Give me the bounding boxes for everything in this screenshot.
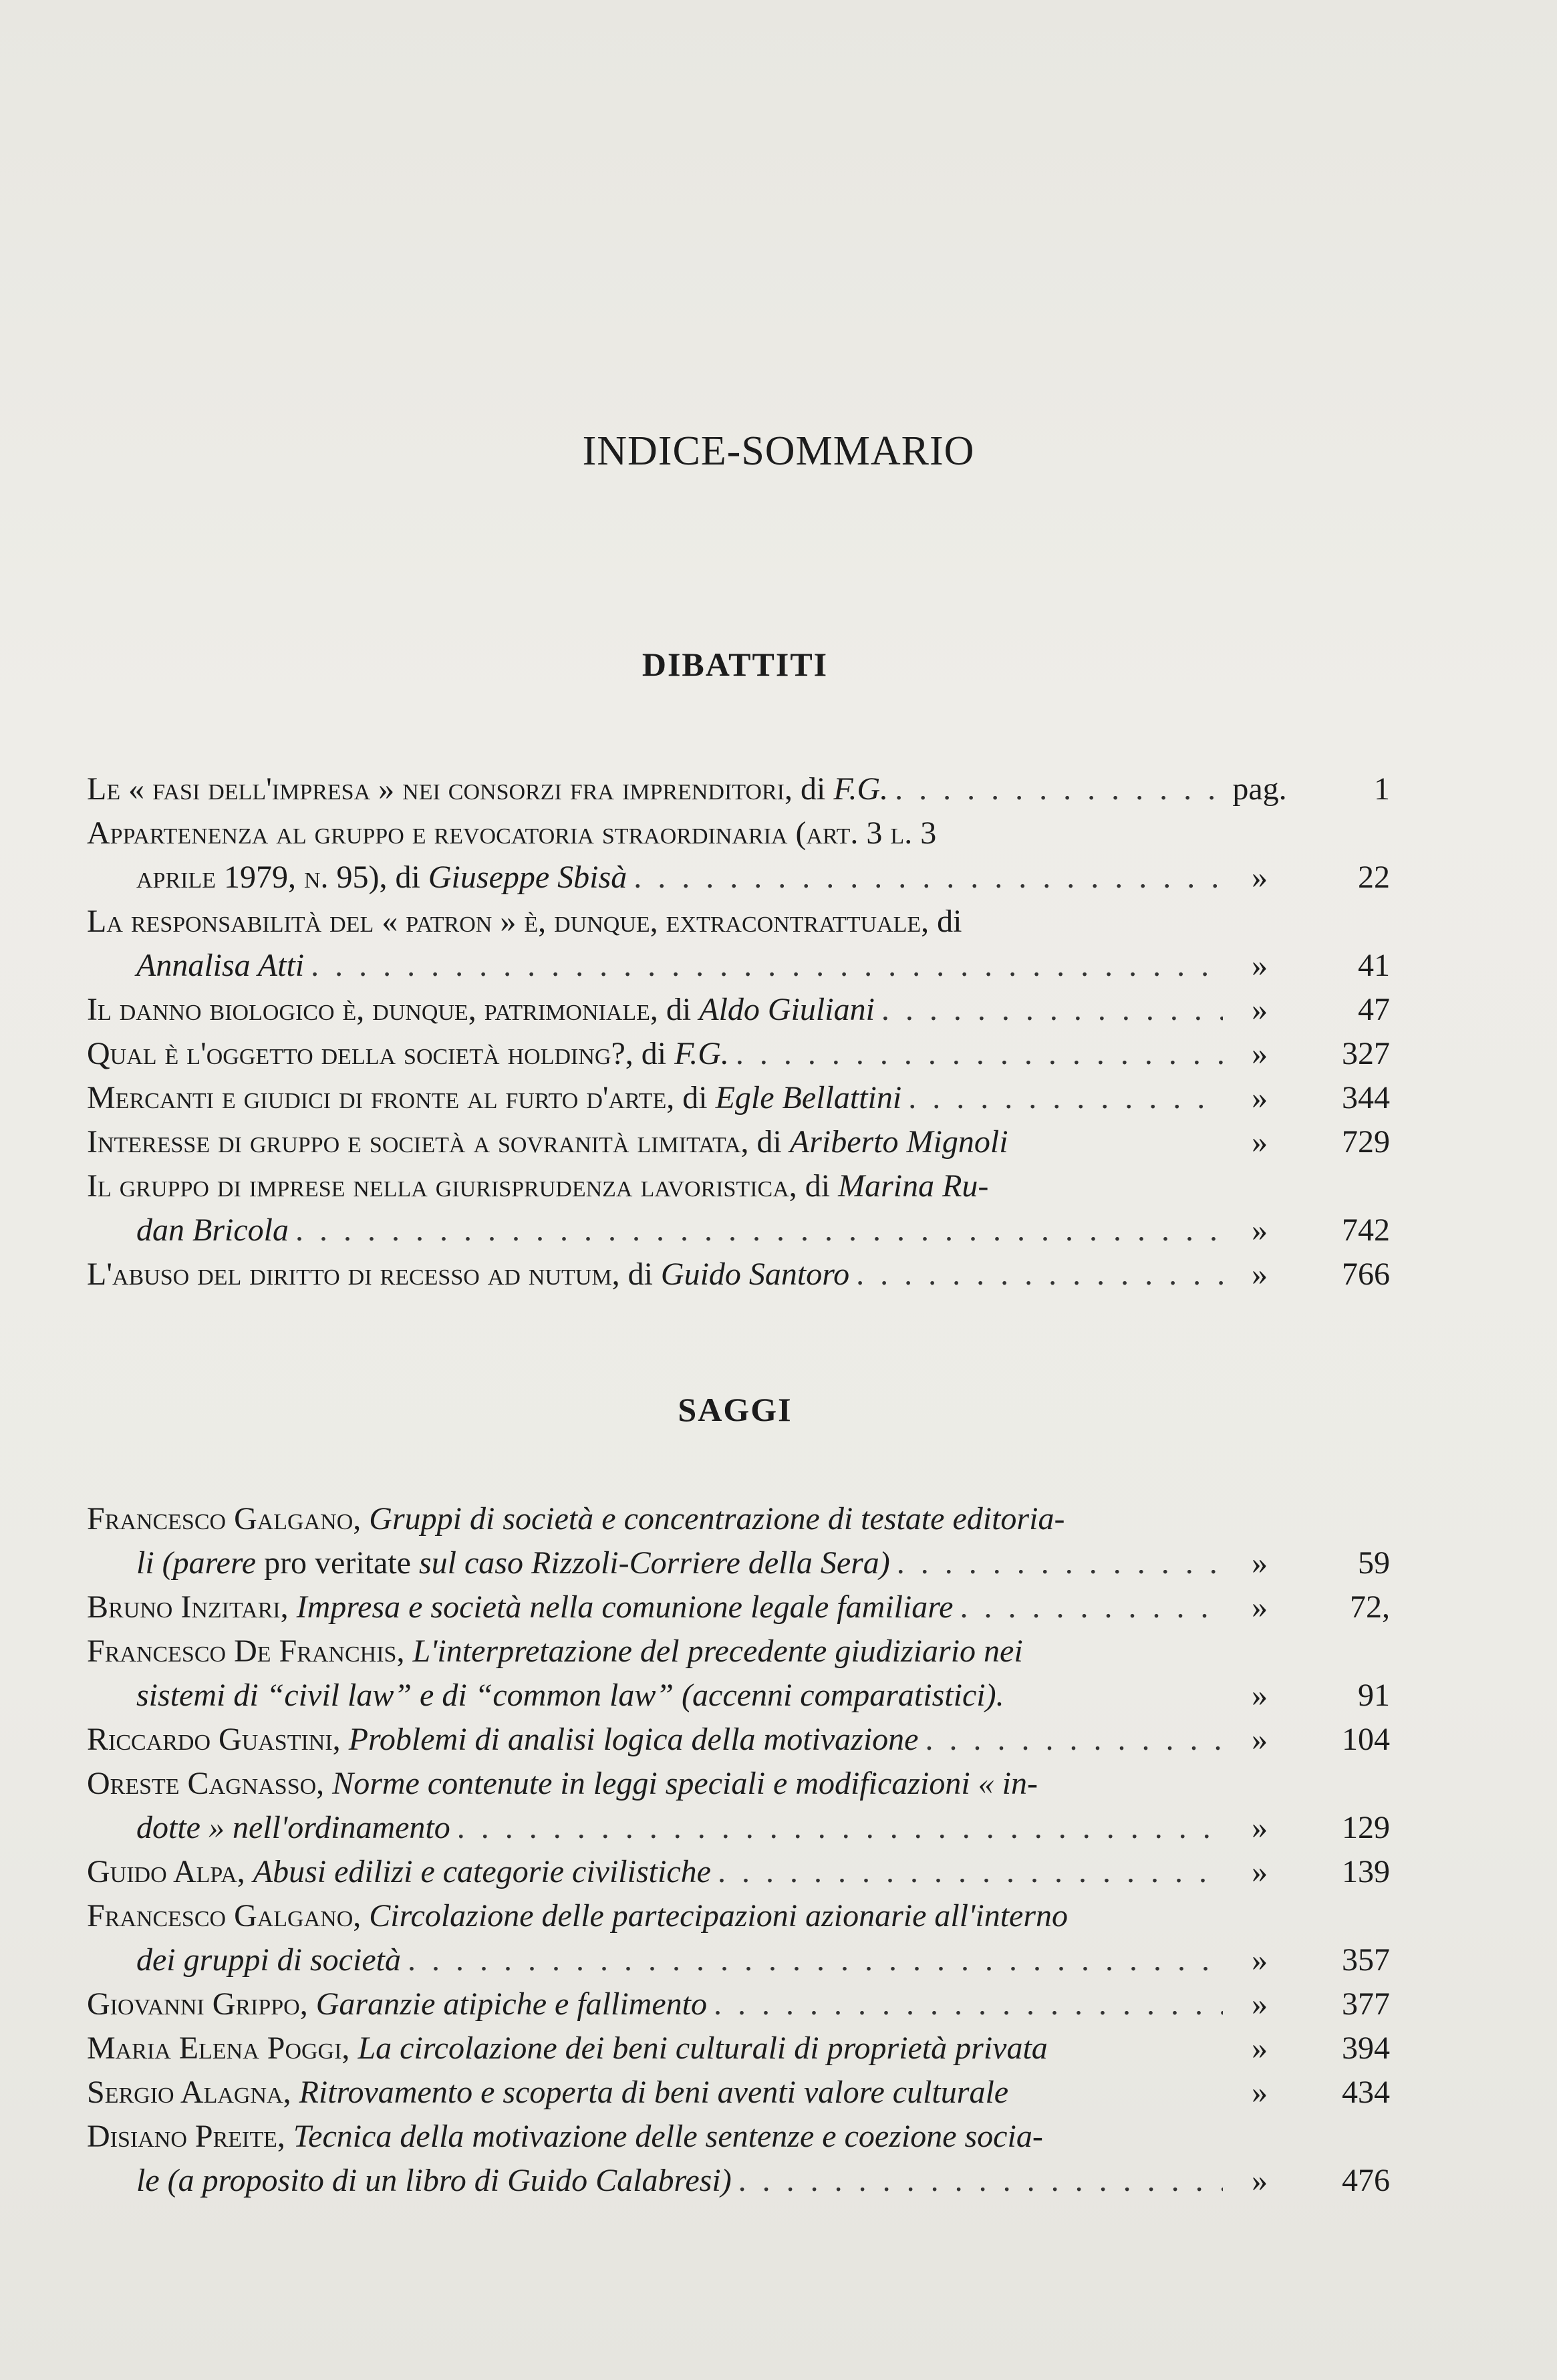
page-marker: » <box>1252 2030 1268 2066</box>
entry-author: Guido Alpa, <box>87 1854 245 1889</box>
page-number: 22 <box>1358 860 1390 895</box>
entry-author: Marina Ru- <box>838 1168 989 1204</box>
page-marker: » <box>1252 860 1268 895</box>
toc-entry <box>87 1076 1390 1120</box>
page-number: 139 <box>1342 1854 1390 1889</box>
entry-author: Annalisa Atti <box>136 948 305 983</box>
entry-title-cont: sistemi di “civil law” e di “common law” (accenni comparatistici). <box>136 1678 1004 1713</box>
entry-title: Garanzie atipiche e fallimento <box>315 1986 707 2022</box>
entry-title-cont: le (a proposito di un libro di Guido Calabresi) <box>136 2163 732 2198</box>
entry-author: Riccardo Guastini, <box>87 1722 341 1757</box>
page-number: 104 <box>1342 1722 1390 1757</box>
entry-by: di <box>666 992 692 1027</box>
saggi-list <box>87 1497 1390 2203</box>
entry-title-cont: aprile 1979, n. 95), <box>136 860 388 895</box>
entry-title: Il danno biologico è, dunque, patrimoniale, <box>87 992 658 1027</box>
entry-title-cont: sul caso Rizzoli-Corriere della Sera) <box>418 1545 890 1581</box>
leader-dots <box>856 1252 1223 1297</box>
page-marker: » <box>1252 1257 1268 1292</box>
toc-entry <box>87 1585 1390 1629</box>
toc-entry <box>87 900 1390 988</box>
section-heading-dibattiti: DIBATTITI <box>642 646 829 683</box>
page-number: 327 <box>1342 1036 1390 1071</box>
entry-by: di <box>395 860 420 895</box>
entry-author: Ariberto Mignoli <box>789 1124 1008 1160</box>
page-number: 476 <box>1342 2163 1390 2198</box>
entry-title: Il gruppo di imprese nella giurisprudenza lavoristica, <box>87 1168 797 1204</box>
leader-dots <box>736 1032 1223 1076</box>
entry-author: F.G. <box>674 1036 729 1071</box>
entry-title: La circolazione dei beni culturali di proprietà privata <box>358 2030 1048 2066</box>
toc-entry <box>87 1120 1390 1164</box>
entry-title: Abusi edilizi e categorie civilistiche <box>253 1854 711 1889</box>
leader-dots <box>295 1208 1223 1252</box>
leader-dots <box>408 1938 1223 1982</box>
entry-by: di <box>641 1036 667 1071</box>
page-marker: » <box>1252 1854 1268 1889</box>
entry-by: di <box>805 1168 831 1204</box>
entry-author-cont: dan Bricola <box>136 1212 289 1248</box>
section-heading-saggi: SAGGI <box>678 1391 793 1428</box>
page-marker: » <box>1252 2075 1268 2110</box>
page-marker: » <box>1252 1589 1268 1625</box>
toc-entry <box>87 1497 1390 1585</box>
entry-author: Maria Elena Poggi, <box>87 2030 350 2066</box>
entry-title-cont: dotte » nell'ordinamento <box>136 1810 450 1845</box>
toc-entry <box>87 811 1390 900</box>
leader-dots <box>960 1585 1223 1629</box>
entry-by: di <box>682 1080 708 1115</box>
page-marker: » <box>1252 1036 1268 1071</box>
entry-title: Norme contenute in leggi speciali e modificazioni « in- <box>332 1766 1038 1801</box>
page-marker: » <box>1252 948 1268 983</box>
page-number: 41 <box>1358 948 1390 983</box>
entry-title-roman: pro veritate <box>264 1545 411 1581</box>
page-marker: pag. <box>1232 771 1287 807</box>
page-number: 377 <box>1342 1986 1390 2022</box>
page-marker: » <box>1252 2163 1268 2198</box>
leader-dots <box>714 1982 1223 2026</box>
page-marker: » <box>1252 992 1268 1027</box>
toc-entry <box>87 1982 1390 2026</box>
page-marker: » <box>1252 1678 1268 1713</box>
page-number: 59 <box>1358 1545 1390 1581</box>
toc-entry <box>87 1718 1390 1762</box>
entry-title: Qual è l'oggetto della società holding?, <box>87 1036 633 1071</box>
entry-author: Giuseppe Sbisà <box>428 860 627 895</box>
entry-author: Francesco De Franchis, <box>87 1633 405 1669</box>
entry-title-cont: li (parere <box>136 1545 257 1581</box>
page-number: 47 <box>1358 992 1390 1027</box>
entry-by: di <box>627 1257 653 1292</box>
entry-title: Problemi di analisi logica della motivazione <box>348 1722 919 1757</box>
leader-dots <box>457 1806 1223 1850</box>
toc-entry <box>87 988 1390 1032</box>
leader-dots <box>897 1541 1223 1585</box>
page-number: 766 <box>1342 1257 1390 1292</box>
page-marker: » <box>1252 1986 1268 2022</box>
toc-entry <box>87 1032 1390 1076</box>
leader-dots <box>633 855 1223 900</box>
leader-dots <box>311 944 1223 988</box>
leader-dots <box>895 767 1223 811</box>
toc-entry <box>87 1164 1390 1252</box>
entry-title: L'interpretazione del precedente giudiziario nei <box>412 1633 1023 1669</box>
page-marker: » <box>1252 1080 1268 1115</box>
entry-author: Egle Bellattini <box>715 1080 902 1115</box>
entry-author: Sergio Alagna, <box>87 2075 291 2110</box>
toc-entry <box>87 1762 1390 1850</box>
page-marker: » <box>1252 1212 1268 1248</box>
page-marker: » <box>1252 1124 1268 1160</box>
entry-title: Circolazione delle partecipazioni azionarie all'interno <box>369 1898 1069 1934</box>
toc-entry <box>87 2026 1390 2071</box>
toc-entry <box>87 2071 1390 2115</box>
entry-title: Le « fasi dell'impresa » nei consorzi fra imprenditori, <box>87 771 793 807</box>
entry-title: L'abuso del diritto di recesso ad nutum, <box>87 1257 620 1292</box>
entry-by: di <box>801 771 826 807</box>
page-marker: » <box>1252 1722 1268 1757</box>
page-number: 129 <box>1342 1810 1390 1845</box>
leader-dots <box>738 2159 1223 2203</box>
entry-author: Francesco Galgano, <box>87 1501 362 1537</box>
entry-title: Impresa e società nella comunione legale familiare <box>296 1589 954 1625</box>
page-number: 91 <box>1358 1678 1390 1713</box>
entry-author: Guido Santoro <box>660 1257 850 1292</box>
page-number: 434 <box>1342 2075 1390 2110</box>
page-number: 1 <box>1374 771 1390 807</box>
leader-dots <box>908 1076 1223 1120</box>
leader-dots <box>718 1850 1223 1894</box>
entry-author: Aldo Giuliani <box>699 992 875 1027</box>
toc-entry <box>87 1850 1390 1894</box>
page-number: 394 <box>1342 2030 1390 2066</box>
toc-entry <box>87 1252 1390 1297</box>
entry-title: Appartenenza al gruppo e revocatoria straordinaria (art. 3 l. 3 <box>87 815 937 851</box>
leader-dots <box>881 988 1223 1032</box>
entry-title: Mercanti e giudici di fronte al furto d'arte, <box>87 1080 675 1115</box>
entry-author: Oreste Cagnasso, <box>87 1766 325 1801</box>
page-number: 729 <box>1342 1124 1390 1160</box>
page-number: 742 <box>1342 1212 1390 1248</box>
entry-author: Francesco Galgano, <box>87 1898 362 1934</box>
toc-entry <box>87 1894 1390 1982</box>
entry-author: Giovanni Grippo, <box>87 1986 308 2022</box>
entry-author: Bruno Inzitari, <box>87 1589 289 1625</box>
page-marker: » <box>1252 1545 1268 1581</box>
entry-title-cont: dei gruppi di società <box>136 1942 401 1978</box>
leader-dots <box>925 1718 1223 1762</box>
entry-title: Interesse di gruppo e società a sovranità limitata, <box>87 1124 749 1160</box>
toc-entry <box>87 1629 1390 1718</box>
page-marker: » <box>1252 1810 1268 1845</box>
page-number: 72, <box>1350 1589 1390 1625</box>
toc-entry <box>87 767 1390 811</box>
entry-author: F.G. <box>833 771 889 807</box>
page-number: 344 <box>1342 1080 1390 1115</box>
page-marker: » <box>1252 1942 1268 1978</box>
dibattiti-list <box>87 767 1390 1297</box>
entry-title: Tecnica della motivazione delle sentenze e coezione socia- <box>293 2119 1043 2154</box>
entry-title: La responsabilità del « patron » è, dunque, extracontrattuale, <box>87 904 930 939</box>
entry-by: di <box>937 904 962 939</box>
entry-title: Ritrovamento e scoperta di beni aventi valore culturale <box>299 2075 1009 2110</box>
page-number: 357 <box>1342 1942 1390 1978</box>
entry-by: di <box>756 1124 782 1160</box>
page-title: INDICE-SOMMARIO <box>582 428 975 474</box>
entry-title: Gruppi di società e concentrazione di testate editoria- <box>369 1501 1065 1537</box>
toc-entry <box>87 2115 1390 2203</box>
entry-author: Disiano Preite, <box>87 2119 285 2154</box>
